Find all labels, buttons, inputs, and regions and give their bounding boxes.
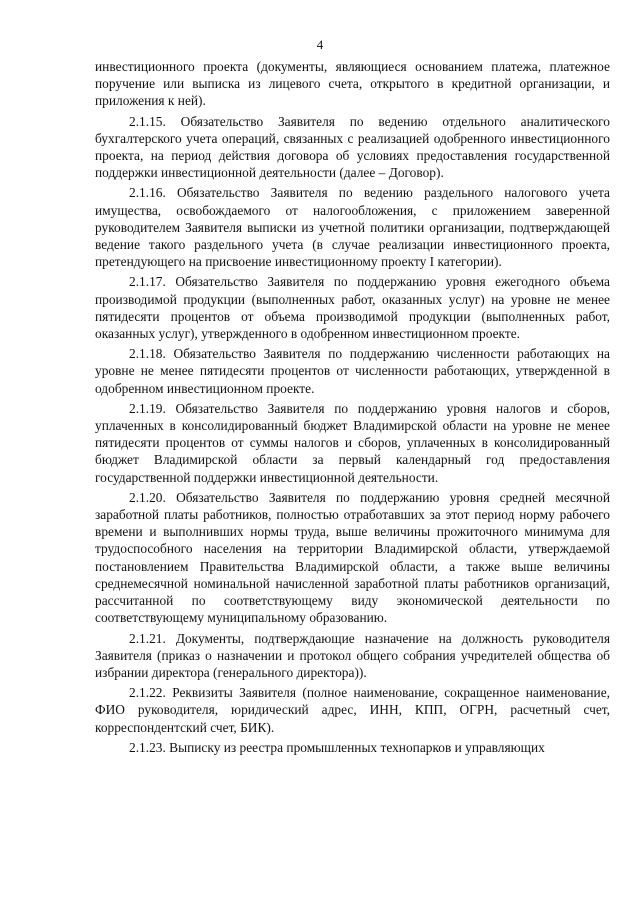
- paragraph-2-1-20: 2.1.20. Обязательство Заявителя по поддержанию уровня средней месячной заработной платы работников, полностью отработавших за этот период норму рабочего времени и выполнивших нормы труда, выше величины прожиточного минимума для трудоспособного населения на территории Владимирской области, утверждаемой постановлением Правительства Владимирской области, а также выше величины среднемесячной номинальной начисленной заработной платы работников организаций, рассчитанной по соответствующему виду экономической деятельности по соответствующему муниципальному образованию.: [95, 489, 610, 626]
- paragraph-2-1-16: 2.1.16. Обязательство Заявителя по ведению раздельного налогового учета имущества, освобождаемого от налогообложения, с приложением заверенной руководителем Заявителя выписки из учетной политики организации, подтверждающей ведение такого раздельного учета (в случае реализации инвестиционного проекта, претендующего на присвоение инвестиционному проекту I категории).: [95, 185, 610, 270]
- paragraph-continuation: инвестиционного проекта (документы, являющиеся основанием платежа, платежное поручение или выписка из лицевого счета, открытого в кредитной организации, и приложения к ней).: [95, 59, 610, 109]
- page-number: 4: [316, 37, 324, 52]
- document-body: [95, 58, 610, 759]
- paragraph-2-1-19: 2.1.19. Обязательство Заявителя по поддержанию уровня налогов и сборов, уплаченных в консолидированный бюджет Владимирской области на уровне не менее пятидесяти процентов от суммы налогов и сборов, уплаченных в консолидированный бюджет Владимирской области за первый календарный год предоставления государственной поддержки инвестиционной деятельности.: [95, 400, 610, 485]
- paragraph-2-1-23: 2.1.23. Выписку из реестра промышленных технопарков и управляющих: [129, 739, 545, 755]
- paragraph-2-1-22: 2.1.22. Реквизиты Заявителя (полное наименование, сокращенное наименование, ФИО руководителя, юридический адрес, ИНН, КПП, ОГРН, расчетный счет, корреспондентский счет, БИК).: [95, 685, 610, 735]
- paragraph-2-1-15: 2.1.15. Обязательство Заявителя по ведению отдельного аналитического бухгалтерского учета операций, связанных с реализацией одобренного инвестиционного проекта, на период действия договора об условиях предоставления государственной поддержки инвестиционной деятельности (далее – Договор).: [95, 113, 610, 181]
- paragraph-2-1-17: 2.1.17. Обязательство Заявителя по поддержанию уровня ежегодного объема производимой продукции (выполненных работ, оказанных услуг) на уровне не менее пятидесяти процентов от объема производимой продукции (выполненных работ, оказанных услуг), утвержденного в одобренном инвестиционном проекте.: [95, 274, 610, 342]
- paragraph-2-1-21: 2.1.21. Документы, подтверждающие назначение на должность руководителя Заявителя (приказ о назначении и протокол общего собрания учредителей общества об избрании директора (генерального директора)).: [95, 630, 610, 680]
- paragraph-2-1-18: 2.1.18. Обязательство Заявителя по поддержанию численности работающих на уровне не менее пятидесяти процентов от численности работающих, утвержденной в одобренном инвестиционном проекте.: [95, 346, 610, 396]
